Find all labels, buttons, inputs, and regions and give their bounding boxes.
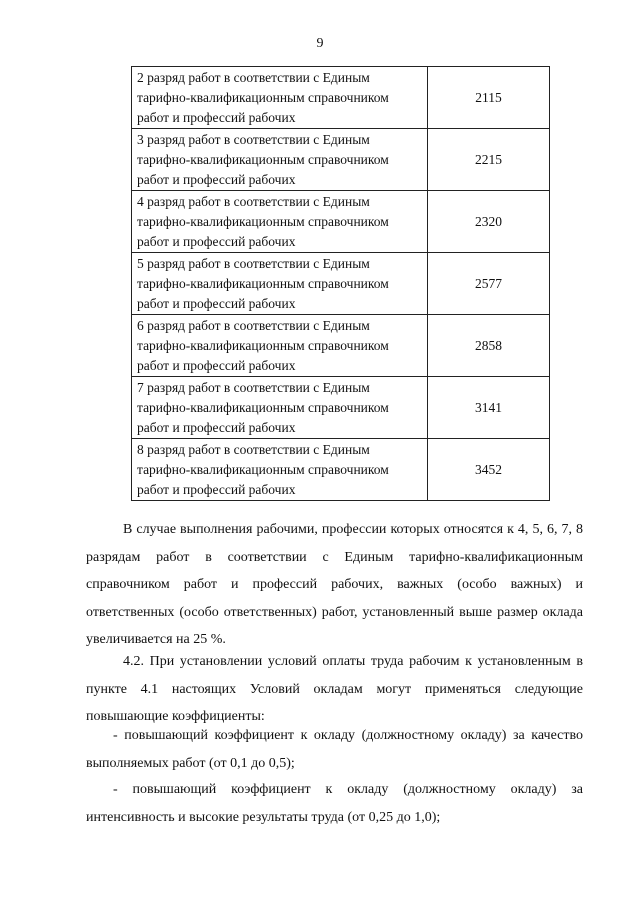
list-item-quality-coefficient [86,722,583,777]
table-row [132,191,550,253]
grade-description-line: работ и профессий рабочих [137,358,296,373]
grade-description-line: 2 разряд работ в соответствии с Единым [137,70,370,85]
salary-value: 2320 [428,191,550,253]
table-row [132,315,550,377]
paragraph-clause-4-2 [86,648,583,731]
salary-value: 2215 [428,129,550,191]
grade-description [132,377,428,439]
grade-description-line: тарифно-квалификационным справочником [137,90,389,105]
grade-description-line: тарифно-квалификационным справочником [137,338,389,353]
grade-description-line: 4 разряд работ в соответствии с Единым [137,194,370,209]
paragraph-text: 4.2. При установлении условий оплаты труда рабочим к установленным в пункте 4.1 настоящих Условий окладам могут применяться следующие повышающие коэффициенты: [86,654,583,724]
grade-description-line: работ и профессий рабочих [137,420,296,435]
table-row [132,129,550,191]
list-item-text: - повышающий коэффициент к окладу (должностному окладу) за качество выполняемых работ (от 0,1 до 0,5); [86,728,583,771]
salary-value: 2577 [428,253,550,315]
grade-description-line: тарифно-квалификационным справочником [137,462,389,477]
grade-description [132,129,428,191]
table-row [132,253,550,315]
grade-description-line: 5 разряд работ в соответствии с Единым [137,256,370,271]
grades-salary-table [131,66,550,501]
grade-description-line: работ и профессий рабочих [137,172,296,187]
grade-description-line: тарифно-квалификационным справочником [137,214,389,229]
grade-description-line: тарифно-квалификационным справочником [137,400,389,415]
table-row [132,67,550,129]
salary-value: 3452 [428,439,550,501]
grade-description-line: работ и профессий рабочих [137,234,296,249]
grade-description-line: тарифно-квалификационным справочником [137,152,389,167]
salary-value: 3141 [428,377,550,439]
grade-description [132,439,428,501]
grade-description-line: работ и профессий рабочих [137,296,296,311]
grade-description [132,191,428,253]
grade-description-line: работ и профессий рабочих [137,482,296,497]
table-row [132,439,550,501]
paragraph-text: В случае выполнения рабочими, профессии которых относятся к 4, 5, 6, 7, 8 разрядам работ в соответствии с Единым тарифно-квалификационным справочником работ и профессий рабочих, важных (особо важных) и ответственных (особо ответственных) работ, установленный выше размер оклада увеличивается на 25 %. [86,522,583,647]
salary-value: 2858 [428,315,550,377]
grade-description-line: 6 разряд работ в соответствии с Единым [137,318,370,333]
grade-description [132,315,428,377]
grade-description-line: 8 разряд работ в соответствии с Единым [137,442,370,457]
paragraph-salary-increase [86,516,583,654]
grade-description-line: тарифно-квалификационным справочником [137,276,389,291]
grade-description-line: 7 разряд работ в соответствии с Единым [137,380,370,395]
grade-description [132,253,428,315]
list-item-text: - повышающий коэффициент к окладу (должностному окладу) за интенсивность и высокие результаты труда (от 0,25 до 1,0); [86,782,583,825]
grade-description-line: 3 разряд работ в соответствии с Единым [137,132,370,147]
page-number: 9 [316,36,324,51]
table-row [132,377,550,439]
list-item-intensity-coefficient [86,776,583,831]
grade-description-line: работ и профессий рабочих [137,110,296,125]
grade-description [132,67,428,129]
salary-value: 2115 [428,67,550,129]
